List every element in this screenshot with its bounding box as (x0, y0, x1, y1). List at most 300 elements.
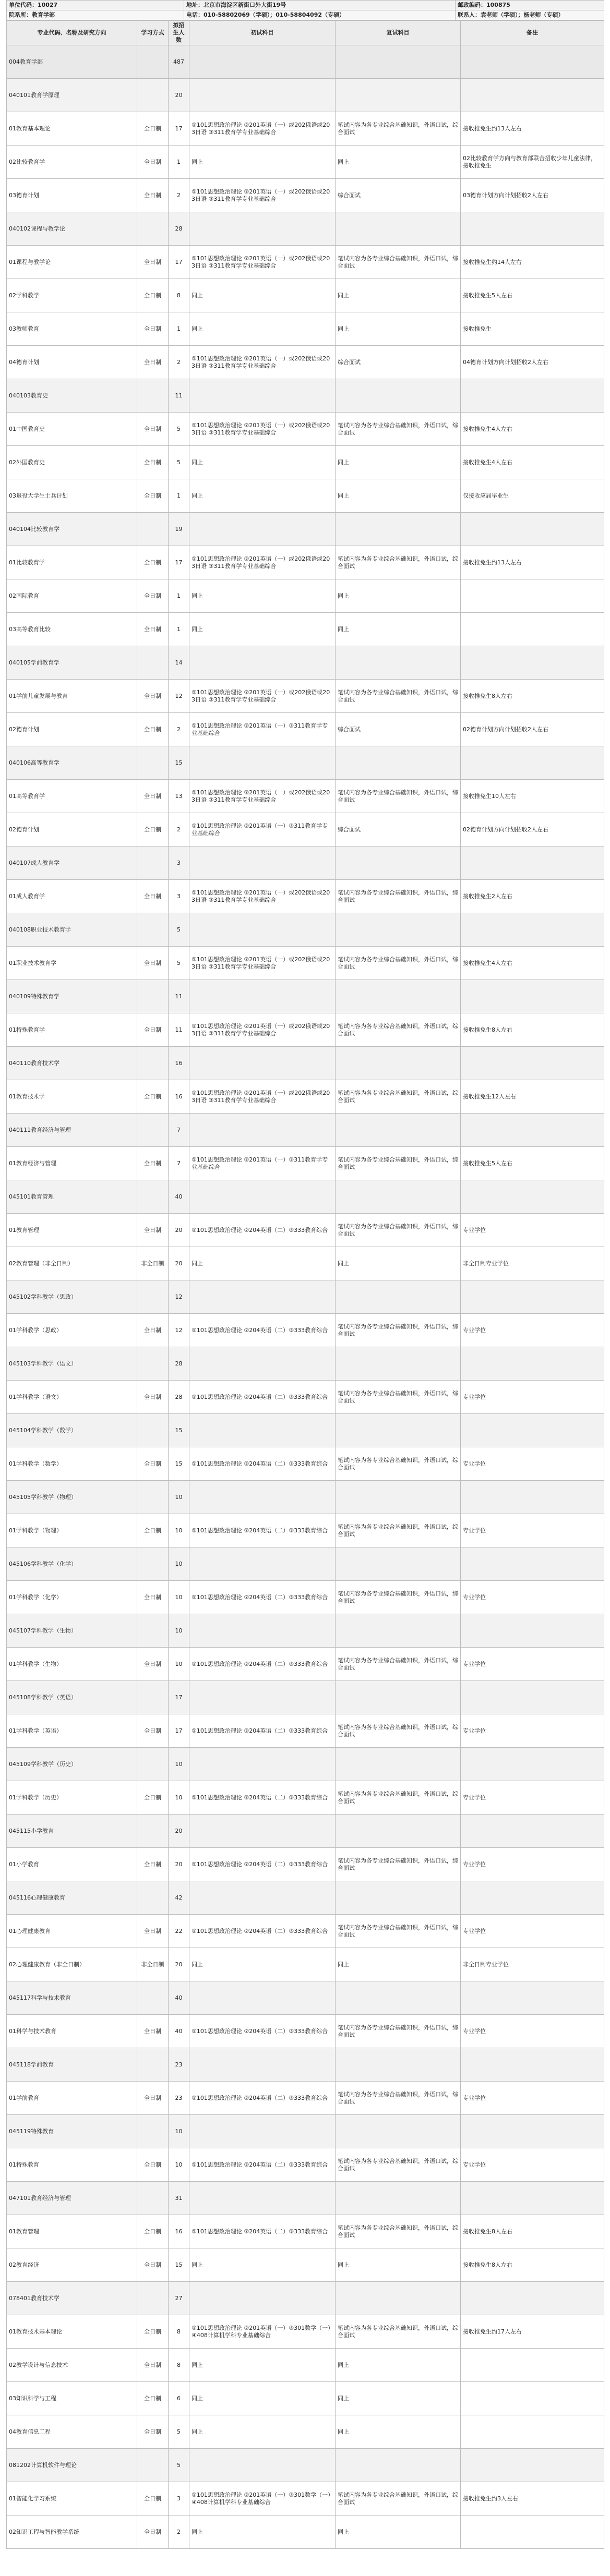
note-cell (461, 212, 604, 246)
count-cell: 10 (169, 1781, 189, 1815)
major-cell: 004教育学部 (7, 45, 137, 79)
exam-cell: ①101思想政治理论 ②201英语（一）③311教育学专业基础综合 (189, 1147, 336, 1180)
direction-row (7, 2482, 604, 2515)
count-cell: 10 (169, 1547, 189, 1581)
direction-row (7, 1314, 604, 1347)
note-cell: 非全日制专业学位 (461, 1948, 604, 1981)
note-cell (461, 2282, 604, 2315)
retest-cell: 同上 (336, 1948, 461, 1981)
major-cell: 081202计算机软件与理论 (7, 2449, 137, 2482)
exam-cell: ①101思想政治理论 ②201英语（一）或202俄语或203日语 ③311教育学专业基础综合 (189, 112, 336, 146)
count-cell: 15 (169, 746, 189, 780)
exam-cell: 同上 (189, 579, 336, 613)
direction-row (7, 346, 604, 379)
note-cell: 接收推免生约13人左右 (461, 546, 604, 579)
direction-row (7, 713, 604, 746)
mode-cell: 全日制 (137, 1080, 169, 1114)
direction-row (7, 880, 604, 913)
retest-cell (336, 1748, 461, 1781)
note-cell: 接收推免生8人左右 (461, 680, 604, 713)
address: 地址：北京市海淀区新街口外大街19号 (184, 1, 456, 10)
note-cell (461, 1047, 604, 1080)
note-cell: 专业学位 (461, 1648, 604, 1681)
count-cell: 5 (169, 446, 189, 479)
major-cell: 02德育计划 (7, 713, 137, 746)
major-cell: 02教学设计与信息技术 (7, 2349, 137, 2382)
exam-cell (189, 1347, 336, 1381)
major-cell: 04教育信息工程 (7, 2415, 137, 2449)
count-cell: 40 (169, 1981, 189, 2015)
mode-cell (137, 45, 169, 79)
exam-cell: ①101思想政治理论 ②204英语（二）③333教育综合 (189, 1514, 336, 1547)
exam-cell: 同上 (189, 2415, 336, 2449)
mode-cell (137, 1114, 169, 1147)
direction-row (7, 1648, 604, 1681)
exam-cell (189, 746, 336, 780)
retest-cell (336, 746, 461, 780)
major-cell: 045109学科教学（历史） (7, 1748, 137, 1781)
count-cell: 10 (169, 2148, 189, 2182)
count-cell: 1 (169, 146, 189, 179)
mode-cell (137, 1681, 169, 1714)
major-row (7, 1347, 604, 1381)
count-cell: 17 (169, 1714, 189, 1748)
count-cell: 15 (169, 2248, 189, 2282)
major-cell: 045118学前教育 (7, 2048, 137, 2082)
exam-cell: 同上 (189, 2515, 336, 2549)
note-cell: 02比较教育学方向与教育部联合招收少年儿童法律，接收推免生 (461, 146, 604, 179)
department-row (7, 45, 604, 79)
count-cell: 8 (169, 2315, 189, 2349)
direction-row (7, 479, 604, 513)
exam-cell (189, 513, 336, 546)
exam-cell: ①101思想政治理论 ②201英语（一）或202俄语或203日语 ③311教育学专业基础综合 (189, 246, 336, 279)
retest-cell: 同上 (336, 446, 461, 479)
mode-cell: 全日制 (137, 2315, 169, 2349)
major-cell: 01科学与技术教育 (7, 2015, 137, 2048)
count-cell: 20 (169, 1848, 189, 1881)
mode-cell: 全日制 (137, 780, 169, 813)
count-cell: 42 (169, 1881, 189, 1915)
retest-cell (336, 1547, 461, 1581)
major-cell: 01中国教育史 (7, 413, 137, 446)
direction-row (7, 1581, 604, 1614)
major-cell: 01学前教育 (7, 2082, 137, 2115)
header-row-2 (7, 10, 604, 20)
note-cell: 接收推免生8人左右 (461, 1013, 604, 1047)
major-row (7, 1815, 604, 1848)
exam-cell: ①101思想政治理论 ②201英语（一）或202俄语或203日语 ③311教育学专业基础综合 (189, 947, 336, 980)
exam-cell (189, 846, 336, 880)
direction-row (7, 1013, 604, 1047)
count-cell: 5 (169, 2449, 189, 2482)
mode-cell (137, 980, 169, 1013)
mode-cell: 全日制 (137, 413, 169, 446)
count-cell: 15 (169, 1447, 189, 1481)
mode-cell: 全日制 (137, 1447, 169, 1481)
major-cell: 02教育管理（非全日制） (7, 1247, 137, 1280)
retest-cell (336, 1881, 461, 1915)
retest-cell: 同上 (336, 479, 461, 513)
retest-cell (336, 513, 461, 546)
count-cell: 10 (169, 1481, 189, 1514)
count-cell: 10 (169, 1748, 189, 1781)
count-cell: 10 (169, 2115, 189, 2148)
count-cell: 12 (169, 680, 189, 713)
note-cell: 接收推免生约13人左右 (461, 112, 604, 146)
mode-cell: 全日制 (137, 312, 169, 346)
count-cell: 11 (169, 379, 189, 413)
major-cell: 01教育管理 (7, 2215, 137, 2248)
count-cell: 23 (169, 2082, 189, 2115)
major-row (7, 1414, 604, 1447)
exam-cell: ①101思想政治理论 ②201英语（一）或202俄语或203日语 ③311教育学专业基础综合 (189, 413, 336, 446)
major-cell: 040101教育学原理 (7, 79, 137, 112)
count-cell: 1 (169, 312, 189, 346)
note-cell (461, 79, 604, 112)
major-cell: 02比较教育学 (7, 146, 137, 179)
major-cell: 047101教育经济与管理 (7, 2182, 137, 2215)
exam-cell: ①101思想政治理论 ②201英语（一）③301数学（一）④408计算机学科专业基础综合 (189, 2315, 336, 2349)
major-cell: 01教育管理 (7, 1214, 137, 1247)
mode-cell (137, 1881, 169, 1915)
count-cell: 28 (169, 1381, 189, 1414)
major-cell: 01小学教育 (7, 1848, 137, 1881)
direction-row (7, 813, 604, 846)
mode-cell: 全日制 (137, 1714, 169, 1748)
retest-cell: 笔试内容为各专业综合基础知识，外语口试，综合面试 (336, 2015, 461, 2048)
major-cell: 01学科教学（英语） (7, 1714, 137, 1748)
direction-row (7, 246, 604, 279)
count-cell: 17 (169, 1681, 189, 1714)
exam-cell (189, 980, 336, 1013)
direction-row (7, 279, 604, 312)
direction-row (7, 2015, 604, 2048)
major-row (7, 746, 604, 780)
note-cell (461, 2115, 604, 2148)
exam-cell (189, 1180, 336, 1214)
retest-cell (336, 45, 461, 79)
major-row (7, 1881, 604, 1915)
mode-cell (137, 646, 169, 680)
note-cell (461, 1280, 604, 1314)
direction-row (7, 2082, 604, 2115)
major-row (7, 2449, 604, 2482)
mode-cell: 全日制 (137, 446, 169, 479)
retest-cell: 同上 (336, 146, 461, 179)
major-cell: 045103学科教学（语文） (7, 1347, 137, 1381)
mode-cell: 全日制 (137, 1848, 169, 1881)
major-cell: 01智能化学习系统 (7, 2482, 137, 2515)
major-cell: 01学科教学（历史） (7, 1781, 137, 1815)
count-cell: 17 (169, 546, 189, 579)
count-cell: 20 (169, 1214, 189, 1247)
mode-cell (137, 1815, 169, 1848)
retest-cell: 综合面试 (336, 346, 461, 379)
major-cell: 045106学科教学（化学） (7, 1547, 137, 1581)
note-cell: 专业学位 (461, 1314, 604, 1347)
major-row (7, 846, 604, 880)
mode-cell: 全日制 (137, 2215, 169, 2248)
major-cell: 045107学科教学（生物） (7, 1614, 137, 1648)
retest-cell (336, 1981, 461, 2015)
retest-cell: 笔试内容为各专业综合基础知识，外语口试，综合面试 (336, 1915, 461, 1948)
mode-cell: 全日制 (137, 246, 169, 279)
mode-cell (137, 846, 169, 880)
mode-cell: 全日制 (137, 1648, 169, 1681)
retest-cell: 笔试内容为各专业综合基础知识，外语口试，综合面试 (336, 2315, 461, 2349)
major-cell: 040111教育经济与管理 (7, 1114, 137, 1147)
major-cell: 02教育经济 (7, 2248, 137, 2282)
direction-row (7, 2148, 604, 2182)
count-cell: 1 (169, 579, 189, 613)
col-mode: 学习方式 (137, 21, 169, 45)
count-cell: 8 (169, 2349, 189, 2382)
mode-cell (137, 513, 169, 546)
major-cell: 01成人教育学 (7, 880, 137, 913)
note-cell: 非全日制专业学位 (461, 1247, 604, 1280)
major-row (7, 2182, 604, 2215)
mode-cell: 全日制 (137, 1314, 169, 1347)
exam-cell: ①101思想政治理论 ②204英语（二）③333教育综合 (189, 1214, 336, 1247)
exam-cell: ①101思想政治理论 ②204英语（二）③333教育综合 (189, 1314, 336, 1347)
major-row (7, 1981, 604, 2015)
retest-cell (336, 79, 461, 112)
retest-cell: 笔试内容为各专业综合基础知识，外语口试，综合面试 (336, 1581, 461, 1614)
mode-cell (137, 212, 169, 246)
mode-cell: 全日制 (137, 2515, 169, 2549)
col-count: 拟招生人数 (169, 21, 189, 45)
retest-cell: 笔试内容为各专业综合基础知识，外语口试，综合面试 (336, 112, 461, 146)
retest-cell (336, 1347, 461, 1381)
col-major: 专业代码、名称及研究方向 (7, 21, 137, 45)
exam-cell (189, 1414, 336, 1447)
note-cell (461, 2415, 604, 2449)
retest-cell: 笔试内容为各专业综合基础知识，外语口试，综合面试 (336, 1714, 461, 1748)
direction-row (7, 780, 604, 813)
note-cell (461, 846, 604, 880)
exam-cell (189, 1047, 336, 1080)
major-row (7, 79, 604, 112)
major-cell: 040104比较教育学 (7, 513, 137, 546)
direction-row (7, 947, 604, 980)
retest-cell: 笔试内容为各专业综合基础知识，外语口试，综合面试 (336, 780, 461, 813)
exam-cell: ①101思想政治理论 ②201英语（一）或202俄语或203日语 ③311教育学专业基础综合 (189, 1013, 336, 1047)
note-cell: 专业学位 (461, 1514, 604, 1547)
note-cell: 专业学位 (461, 2082, 604, 2115)
major-cell: 01学前儿童发展与教育 (7, 680, 137, 713)
retest-cell: 同上 (336, 2349, 461, 2382)
retest-cell: 笔试内容为各专业综合基础知识，外语口试，综合面试 (336, 2148, 461, 2182)
mode-cell (137, 1047, 169, 1080)
count-cell: 15 (169, 1414, 189, 1447)
retest-cell: 笔试内容为各专业综合基础知识，外语口试，综合面试 (336, 413, 461, 446)
unit-code: 单位代码：10027 (7, 1, 184, 10)
direction-row (7, 1247, 604, 1280)
exam-cell: ①101思想政治理论 ②204英语（二）③333教育综合 (189, 2215, 336, 2248)
direction-row (7, 680, 604, 713)
retest-cell (336, 379, 461, 413)
retest-cell: 同上 (336, 2415, 461, 2449)
note-cell (461, 1881, 604, 1915)
note-cell (461, 1347, 604, 1381)
count-cell: 17 (169, 246, 189, 279)
major-cell: 045119特殊教育 (7, 2115, 137, 2148)
major-cell: 040108职业技术教育学 (7, 913, 137, 947)
exam-cell (189, 1481, 336, 1514)
exam-cell: ①101思想政治理论 ②204英语（二）③333教育综合 (189, 2082, 336, 2115)
mode-cell (137, 1981, 169, 2015)
exam-cell (189, 1748, 336, 1781)
col-retest: 复试科目 (336, 21, 461, 45)
direction-row (7, 1714, 604, 1748)
retest-cell: 笔试内容为各专业综合基础知识，外语口试，综合面试 (336, 1514, 461, 1547)
count-cell: 3 (169, 846, 189, 880)
exam-cell: ①101思想政治理论 ②201英语（一）或202俄语或203日语 ③311教育学专业基础综合 (189, 780, 336, 813)
retest-cell: 同上 (336, 2382, 461, 2415)
note-cell (461, 513, 604, 546)
exam-cell: 同上 (189, 146, 336, 179)
note-cell (461, 1748, 604, 1781)
retest-cell: 笔试内容为各专业综合基础知识，外语口试，综合面试 (336, 2082, 461, 2115)
mode-cell: 全日制 (137, 2248, 169, 2282)
direction-row (7, 579, 604, 613)
exam-cell: ①101思想政治理论 ②204英语（二）③333教育综合 (189, 1648, 336, 1681)
col-exam: 初试科目 (189, 21, 336, 45)
note-cell: 接收推免生8人左右 (461, 2215, 604, 2248)
note-cell (461, 980, 604, 1013)
major-cell: 03高等教育比较 (7, 613, 137, 646)
exam-cell: ①101思想政治理论 ②201英语（一）或202俄语或203日语 ③311教育学专业基础综合 (189, 546, 336, 579)
major-row (7, 513, 604, 546)
retest-cell: 笔试内容为各专业综合基础知识，外语口试，综合面试 (336, 546, 461, 579)
mode-cell: 全日制 (137, 146, 169, 179)
major-cell: 040106高等教育学 (7, 746, 137, 780)
retest-cell (336, 1414, 461, 1447)
mode-cell: 全日制 (137, 2148, 169, 2182)
major-cell: 045108学科教学（英语） (7, 1681, 137, 1714)
major-row (7, 980, 604, 1013)
major-cell: 01学科教学（数学） (7, 1447, 137, 1481)
mode-cell: 非全日制 (137, 1247, 169, 1280)
major-row (7, 1280, 604, 1314)
mode-cell: 全日制 (137, 179, 169, 212)
note-cell: 专业学位 (461, 1714, 604, 1748)
exam-cell: 同上 (189, 1948, 336, 1981)
retest-cell (336, 980, 461, 1013)
mode-cell: 全日制 (137, 880, 169, 913)
exam-cell: 同上 (189, 479, 336, 513)
note-cell: 专业学位 (461, 1447, 604, 1481)
exam-cell (189, 1280, 336, 1314)
major-cell: 040107成人教育学 (7, 846, 137, 880)
note-cell (461, 45, 604, 79)
exam-cell (189, 1881, 336, 1915)
retest-cell (336, 1681, 461, 1714)
major-cell: 01特殊教育 (7, 2148, 137, 2182)
major-cell: 040103教育史 (7, 379, 137, 413)
note-cell: 接收推免生8人左右 (461, 2248, 604, 2282)
retest-cell: 同上 (336, 312, 461, 346)
note-cell (461, 2515, 604, 2549)
retest-cell (336, 1114, 461, 1147)
major-cell: 045102学科教学（思政） (7, 1280, 137, 1314)
mode-cell: 全日制 (137, 947, 169, 980)
retest-cell: 同上 (336, 1247, 461, 1280)
note-cell: 接收推免生12人左右 (461, 1080, 604, 1114)
note-cell (461, 1114, 604, 1147)
count-cell: 3 (169, 2482, 189, 2515)
mode-cell (137, 379, 169, 413)
mode-cell: 全日制 (137, 2482, 169, 2515)
header-row-1 (7, 1, 604, 10)
retest-cell: 笔试内容为各专业综合基础知识，外语口试，综合面试 (336, 1214, 461, 1247)
note-cell (461, 1981, 604, 2015)
exam-cell: ①101思想政治理论 ②204英语（二）③333教育综合 (189, 1915, 336, 1948)
mode-cell: 全日制 (137, 2082, 169, 2115)
note-cell: 专业学位 (461, 1214, 604, 1247)
note-cell (461, 613, 604, 646)
direction-row (7, 1781, 604, 1815)
major-cell: 01心理健康教育 (7, 1915, 137, 1948)
exam-cell: 同上 (189, 613, 336, 646)
exam-cell: ①101思想政治理论 ②201英语（一）③311教育学专业基础综合 (189, 713, 336, 746)
major-row (7, 1681, 604, 1714)
direction-row (7, 2248, 604, 2282)
exam-cell: ①101思想政治理论 ②201英语（一）或202俄语或203日语 ③311教育学专业基础综合 (189, 346, 336, 379)
count-cell: 7 (169, 1114, 189, 1147)
note-cell: 接收推免生4人左右 (461, 947, 604, 980)
exam-cell (189, 913, 336, 947)
mode-cell (137, 2115, 169, 2148)
mode-cell (137, 1481, 169, 1514)
count-cell: 16 (169, 1047, 189, 1080)
mode-cell: 全日制 (137, 1514, 169, 1547)
major-row (7, 1180, 604, 1214)
exam-cell: ①101思想政治理论 ②201英语（一）或202俄语或203日语 ③311教育学专业基础综合 (189, 1080, 336, 1114)
exam-cell: ①101思想政治理论 ②204英语（二）③333教育综合 (189, 2015, 336, 2048)
major-cell: 01学科教学（生物） (7, 1648, 137, 1681)
mode-cell: 全日制 (137, 1381, 169, 1414)
count-cell: 6 (169, 2382, 189, 2415)
direction-row (7, 1080, 604, 1114)
major-cell: 01教育基本理论 (7, 112, 137, 146)
mode-cell: 全日制 (137, 579, 169, 613)
exam-cell (189, 212, 336, 246)
retest-cell: 同上 (336, 2248, 461, 2282)
major-cell: 01教育技术学 (7, 1080, 137, 1114)
header-table (6, 0, 604, 20)
mode-cell (137, 913, 169, 947)
retest-cell: 笔试内容为各专业综合基础知识，外语口试，综合面试 (336, 680, 461, 713)
major-row (7, 1114, 604, 1147)
mode-cell: 全日制 (137, 2349, 169, 2382)
note-cell (461, 1547, 604, 1581)
note-cell: 02德育计划方向计划招收2人左右 (461, 713, 604, 746)
retest-cell: 同上 (336, 613, 461, 646)
exam-cell: 同上 (189, 2349, 336, 2382)
major-cell: 03知识科学与工程 (7, 2382, 137, 2415)
exam-cell (189, 646, 336, 680)
mode-cell: 全日制 (137, 1013, 169, 1047)
retest-cell: 笔试内容为各专业综合基础知识，外语口试，综合面试 (336, 1147, 461, 1180)
count-cell: 3 (169, 880, 189, 913)
count-cell: 13 (169, 780, 189, 813)
note-cell: 02德育计划方向计划招收2人左右 (461, 813, 604, 846)
note-cell: 专业学位 (461, 1848, 604, 1881)
retest-cell: 笔试内容为各专业综合基础知识，外语口试，综合面试 (336, 246, 461, 279)
mode-cell: 全日制 (137, 479, 169, 513)
